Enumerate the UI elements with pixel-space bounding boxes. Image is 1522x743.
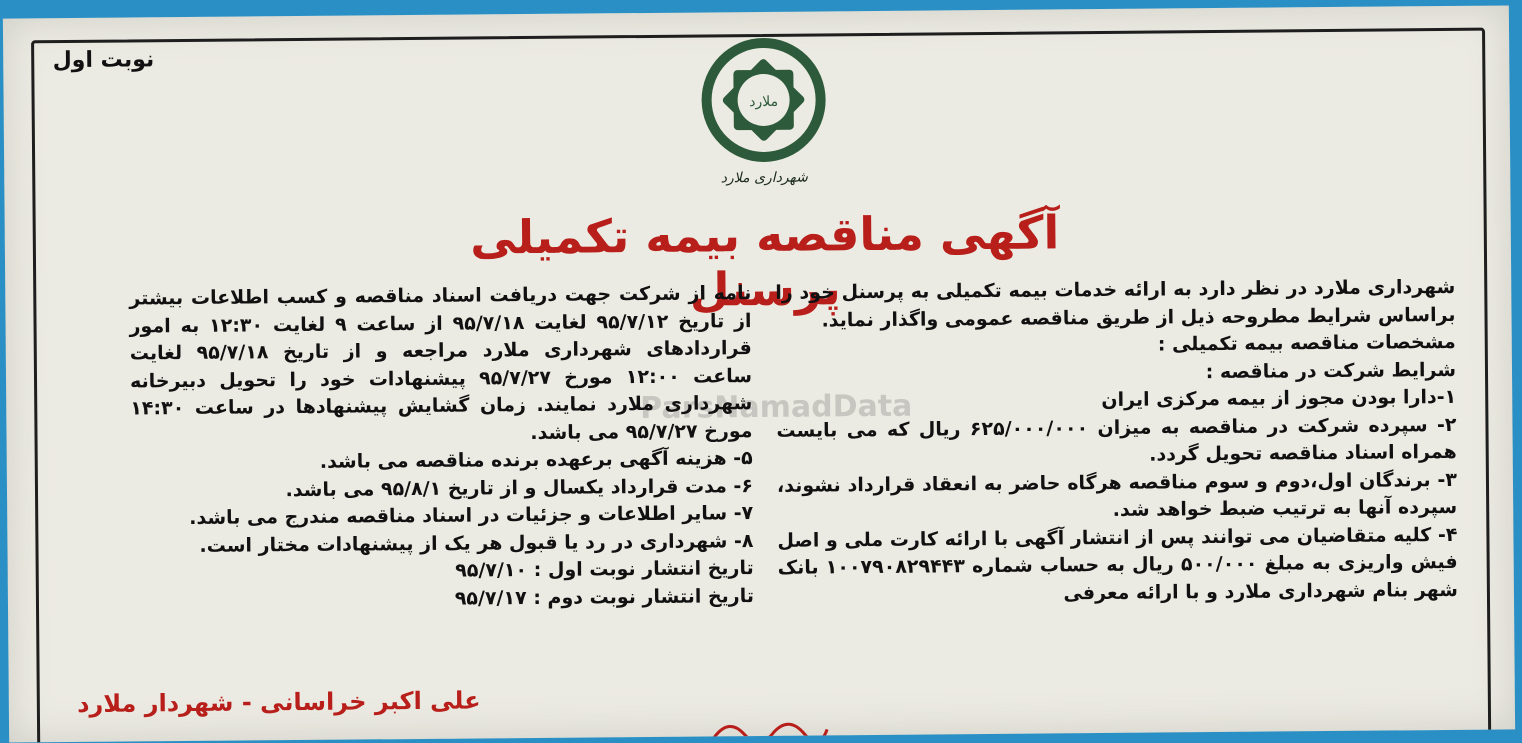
continuation-paragraph: نامه از شرکت جهت دریافت اسناد مناقصه و کسب اطلاعات بیشتر از تاریخ ۹۵/۷/۱۲ لغایت ۹۵/۷/۱۸ از ساعت ۹ لغایت ۱۲:۳۰ به امور قراردادهای شهرداری ملارد مراجعه و از تاریخ ۹۵/۷/۱۸ لغایت ساعت ۱۲:۰۰ مورخ ۹۵/۷/۲۷ پیشنهادات خود را تحویل دبیرخانه شهرداری ملارد نمایند. زمان گشایش پیشنهادها در ساعت ۱۴:۳۰ مورخ ۹۵/۷/۲۷ می باشد. — [129, 282, 753, 444]
first-publish-date: تاریخ انتشار نوبت اول : ۹۵/۷/۱۰ — [455, 557, 754, 582]
condition-item-4: ۴- کلیه متقاضیان می توانند پس از انتشار آگهی با ارائه کارت ملی و اصل فیش واریزی به مبلغ ۵۰۰/۰۰۰ ریال به حساب شماره ۱۰۰۷۹۰۸۲۹۴۴۳ بانک شهر بنام شهرداری ملارد و با ارائه معرفی — [777, 523, 1459, 604]
condition-item-1: ۱-دارا بودن مجوز از بیمه مرکزی ایران — [1101, 385, 1457, 412]
condition-item-3: ۳- برندگان اول،دوم و سوم مناقصه هرگاه حاضر به انعقاد قرارداد نشوند، سپرده آنها به ترتیب ضبط خواهد شد. — [776, 468, 1458, 521]
condition-item-7: ۷- سایر اطلاعات و جزئیات در اسناد مناقصه مندرج می باشد. — [189, 502, 754, 529]
left-column — [129, 280, 754, 615]
intro-paragraph: شهرداری ملارد در نظر دارد به ارائه خدمات بیمه تکمیلی به پرسنل خود را براساس شرایط مطروحه ذیل از طریق مناقصه عمومی واگذار نماید. — [775, 275, 1456, 331]
condition-item-5: ۵- هزینه آگهی برعهده برنده مناقصه می باشد. — [319, 447, 753, 473]
svg-text:ملارد: ملارد — [749, 93, 779, 111]
municipality-emblem-icon — [693, 33, 834, 169]
condition-item-2: ۲- سپرده شرکت در مناقصه به میزان ۶۲۵/۰۰۰/۰۰۰ ریال که می بایست همراه اسناد مناقصه تحویل گردد. — [776, 413, 1457, 466]
conditions-heading: شرایط شرکت در مناقصه : — [1205, 358, 1457, 383]
logo-caption: شهرداری ملارد — [720, 169, 808, 187]
handwritten-mark-icon — [709, 711, 829, 742]
condition-item-8: ۸- شهرداری در رد یا قبول هر یک از پیشنهادات مختار است. — [199, 529, 754, 557]
right-column — [775, 274, 1458, 610]
ad-title: آگهی مناقصه بیمه تکمیلی پرسنل — [470, 205, 1060, 317]
specs-heading: مشخصات مناقصه بیمه تکمیلی : — [1157, 330, 1456, 356]
second-publish-date: تاریخ انتشار نوبت دوم : ۹۵/۷/۱۷ — [454, 584, 755, 610]
condition-item-6: ۶- مدت قرارداد یکسال و از تاریخ ۹۵/۸/۱ می باشد. — [285, 474, 754, 501]
signature: علی اکبر خراسانی - شهردار ملارد — [77, 686, 481, 718]
watermark: ParsNamadData — [640, 388, 913, 427]
issue-label: نوبت اول — [52, 47, 155, 74]
newspaper-clipping — [3, 5, 1515, 742]
municipality-logo — [693, 33, 834, 204]
